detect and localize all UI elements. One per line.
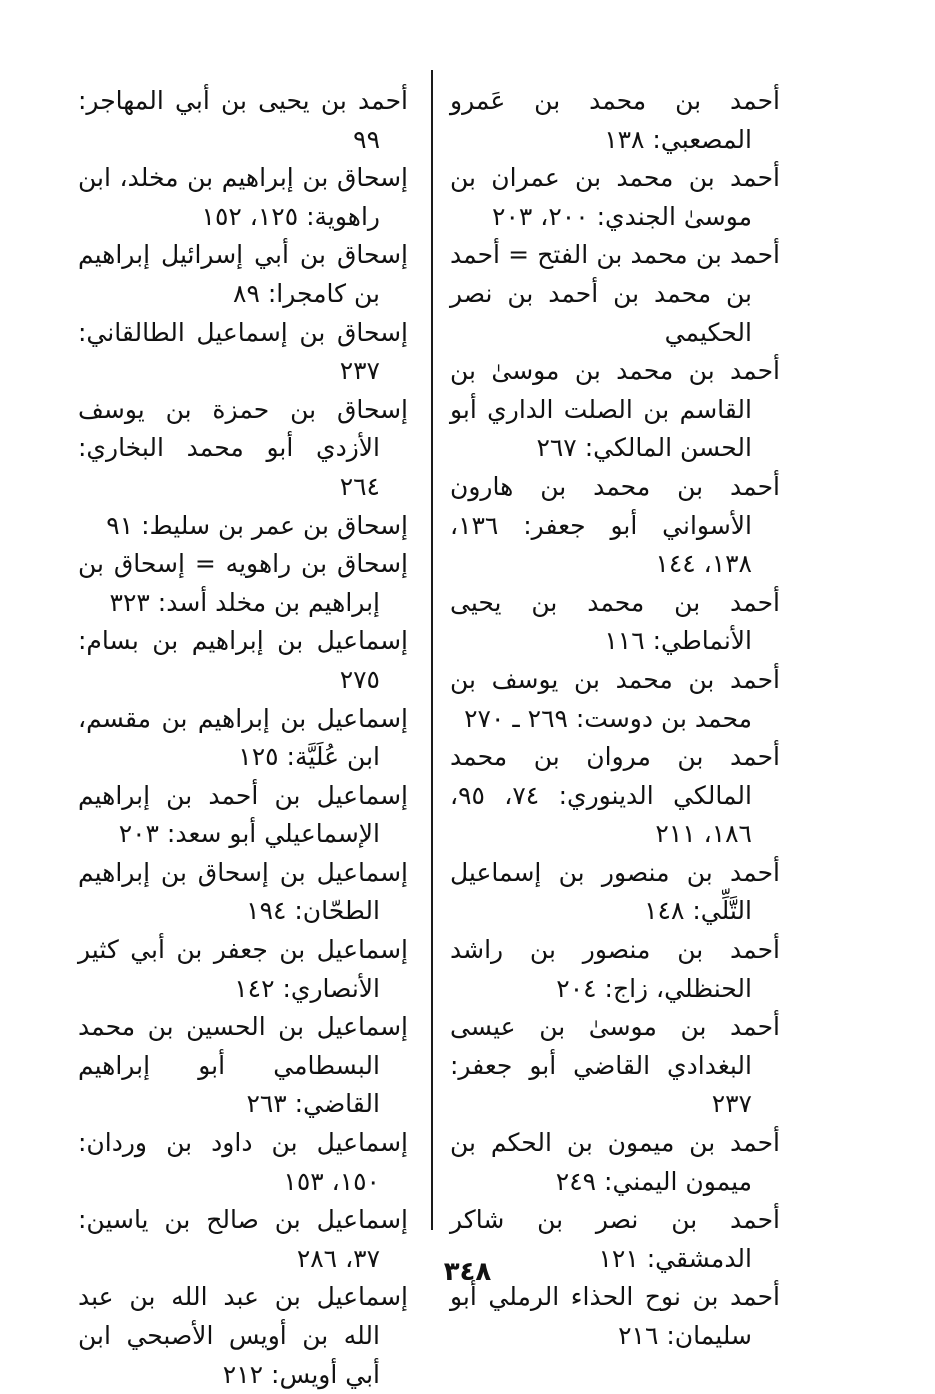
index-entry: إسحاق بن إبراهيم بن مخلد، ابن راهوية: ١٢٥، ١٥٢ — [78, 163, 408, 231]
index-entry: أحمد بن محمد بن الفتح = أحمد بن محمد بن أحمد بن نصر الحكيمي — [450, 240, 780, 347]
index-entry: إسحاق بن إسماعيل الطالقاني: ٢٣٧ — [78, 317, 408, 386]
index-entry: أحمد بن ميمون بن الحكم بن ميمون اليمني: ٢٤٩ — [450, 1128, 780, 1196]
index-entry: أحمد بن مروان بن محمد المالكي الدينوري: ٧٤، ٩٥، ١٨٦، ٢١١ — [450, 742, 780, 849]
index-entry: أحمد بن يحيى بن أبي المهاجر: ٩٩ — [78, 86, 408, 154]
index-column-left — [78, 82, 408, 1394]
index-entry: أحمد بن محمد بن عَمرو المصعبي: ١٣٨ — [450, 86, 780, 154]
index-entry: إسماعيل بن صالح بن ياسين: ٣٧، ٢٨٦ — [78, 1205, 408, 1273]
index-entry: أحمد بن محمد بن عمران بن موسىٰ الجندي: ٢٠٠، ٢٠٣ — [450, 163, 780, 231]
index-entry: إسماعيل بن عبد الله بن عبد الله بن أويس الأصبحي ابن أبي أويس: ٢١٢ — [78, 1282, 408, 1389]
index-entry: إسماعيل بن داود بن وردان: ١٥٠، ١٥٣ — [78, 1128, 408, 1196]
index-entry: إسحاق بن عمر بن سليط: ٩١ — [106, 510, 408, 540]
column-divider — [431, 70, 433, 1230]
index-entry: أحمد بن محمد بن يحيى الأنماطي: ١١٦ — [450, 587, 780, 656]
index-entry: أحمد بن منصور بن إسماعيل التَّلِّي: ١٤٨ — [450, 857, 780, 926]
index-column-right — [450, 82, 780, 1356]
index-entry: إسماعيل بن أحمد بن إبراهيم الإسماعيلي أبو سعد: ٢٠٣ — [78, 780, 408, 849]
index-entry: إسحاق بن حمزة بن يوسف الأزدي أبو محمد البخاري: ٢٦٤ — [78, 394, 408, 501]
index-entry: أحمد بن نوح الحذاء الرملي أبو سليمان: ٢١٦ — [450, 1282, 780, 1350]
index-entry: إسماعيل بن إبراهيم بن مقسم، ابن عُلَيَّة: ١٢٥ — [78, 703, 408, 772]
index-entry: أحمد بن موسىٰ بن عيسى البغدادي القاضي أبو جعفر: ٢٣٧ — [450, 1012, 780, 1119]
page-number: ٣٤٨ — [443, 1257, 492, 1287]
index-entry: أحمد بن نصر بن شاكر الدمشقي: ١٢١ — [450, 1205, 780, 1273]
index-entry: إسماعيل بن جعفر بن أبي كثير الأنصاري: ١٤٢ — [78, 935, 408, 1003]
index-entry: إسماعيل بن إبراهيم بن بسام: ٢٧٥ — [78, 626, 408, 694]
index-entry: أحمد بن محمد بن هارون الأسواني أبو جعفر: ١٣٦، ١٣٨، ١٤٤ — [450, 471, 780, 579]
index-entry: أحمد بن محمد بن يوسف بن محمد بن دوست: ٢٦٩ ـ ٢٧٠ — [450, 664, 780, 733]
index-entry: إسماعيل بن الحسين بن محمد البسطامي أبو إبراهيم القاضي: ٢٦٣ — [78, 1012, 408, 1119]
index-entry: أحمد بن محمد بن موسىٰ بن القاسم بن الصلت الداري أبو الحسن المالكي: ٢٦٧ — [450, 356, 780, 463]
index-entry: إسحاق بن راهويه = إسحاق بن إبراهيم بن مخلد أسد: ٣٢٣ — [78, 549, 408, 617]
index-entry: إسحاق بن أبي إسرائيل إبراهيم بن كامجرا: ٨٩ — [78, 240, 408, 308]
index-entry: أحمد بن منصور بن راشد الحنظلي، زاج: ٢٠٤ — [450, 935, 780, 1003]
index-entry: إسماعيل بن إسحاق بن إبراهيم الطحّان: ١٩٤ — [78, 857, 408, 926]
